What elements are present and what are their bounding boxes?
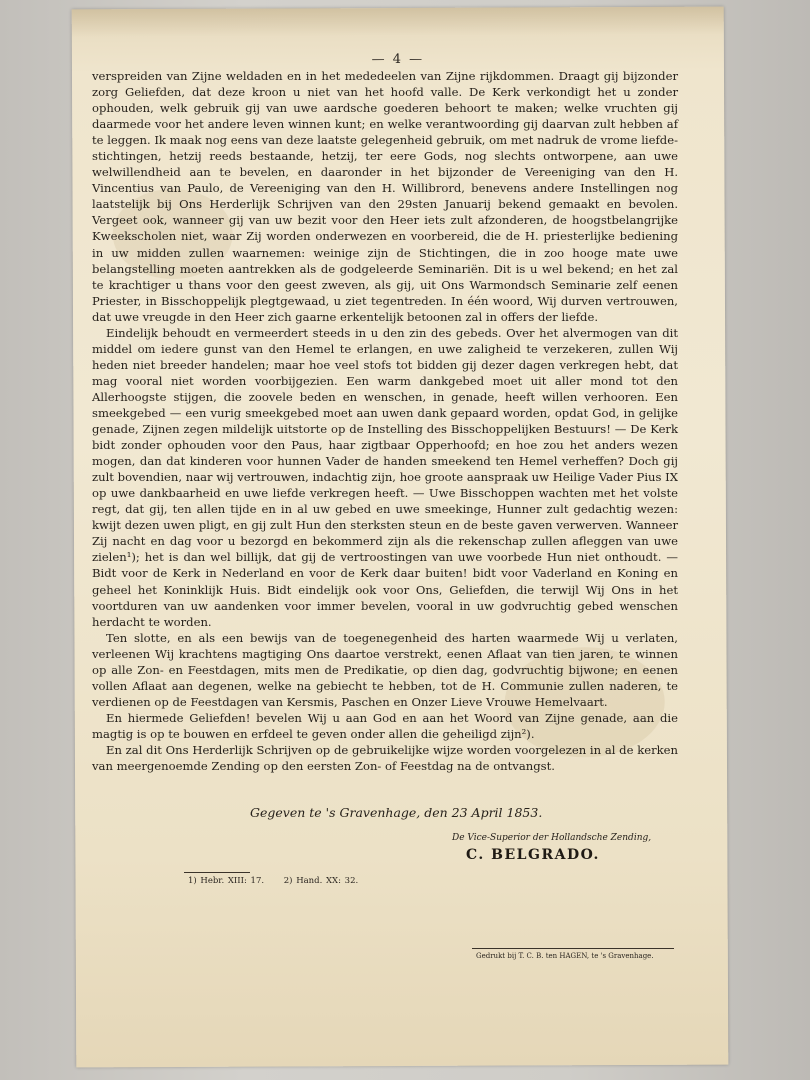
- paragraph: En zal dit Ons Herderlijk Schrijven op de gebruikelijke wijze worden voorgelezen in al de kerken van meergenoemde Zending op den eersten Zon- of Feestdag na de ontvangst.: [92, 742, 678, 774]
- dateline: Gegeven te 's Gravenhage, den 23 April 1853.: [250, 805, 543, 820]
- paragraph: Eindelijk behoudt en vermeerdert steeds in u den zin des gebeds. Over het alvermogen van dit middel om iedere gunst van den Hemel te erlangen, en uwe zaligheid te verzekeren, zullen Wij heden niet breeder handelen; maar hoe veel stofs tot bidden gij dezer dagen verkregen hebt, dat mag vooral niet worden voorbijgezien. Een warm dankgebed moet uit aller mond tot den Allerhoogste stijgen, die zoovele beden en wenschen, in genade, heeft willen verhooren. Een smeekgebed — een vurig smeekgebed moet aan uwen dank gepaard worden, opdat God, in gelijke genade, Zijnen zegen mildelijk uitstorte op de Instelling des Bisschoppelijken Bestuurs! — De Kerk bidt zonder ophouden voor den Paus, haar zigtbaar Opperhoofd; en hoe zou het anders wezen mogen, dan dat kinderen voor hunnen Vader de handen smeekend ten Hemel verheffen? Doch gij zult bovendien, naar wij vertrouwen, indachtig zijn, hoe groote aanspraak uw Heilige Vader Pius IX op uwe dankbaarheid en uwe liefde verkregen heeft. — Uwe Bisschoppen wachten met het volste regt, dat gij, ten allen tijde en in al uw gebed en uwe smeekinge, Hunner zult gedachtig wezen: kwijt dezen uwen pligt, en gij zult Hun den sterksten steun en de beste gaven verwerven. Wanneer Zij nacht en dag voor u bezorgd en bekommerd zijn als die rekenschap zullen afleggen van uwe zielen¹); het is dan wel billijk, dat gij de vertroostingen van uwe voorbede Hun niet onthoudt. — Bidt voor de Kerk in Nederland en voor de Kerk daar buiten! bidt voor Vaderland en Koning en geheel het Koninklijk Huis. Bidt eindelijk ook voor Ons, Geliefden, die terwijl Wij Ons in het voortduren van uw aandenken voor immer bevelen, vooral in uw godvruchtig gebed wenschen herdacht te worden.: [92, 325, 678, 629]
- footnote-2: 2) Hand. XX: 32.: [283, 876, 359, 886]
- paragraph: verspreiden van Zijne weldaden en in het mededeelen van Zijne rijkdommen. Draagt gij bijzonder zorg Geliefden, dat deze kroon u niet van het hoofd valle. De Kerk verkondigt het u zonder ophouden, welk gebruik gij van uwe aardsche goederen behoort te maken; welke vruchten gij daarmede voor het andere leven winnen kunt; en welke verantwoording gij daarvan zult hebben af te leggen. Ik maak nog eens van deze laatste gelegenheid gebruik, om met nadruk de vrome liefde-stichtingen, hetzij reeds bestaande, hetzij, ter eere Gods, nog slechts ontworpene, aan uwe welwillendheid aan te bevelen, en daaronder in het bijzonder de Vereeniging van den H. Vincentius van Paulo, de Vereeniging van den H. Willibrord, benevens andere Instellingen nog laatstelijk bij Ons Herderlijk Schrijven van den 29sten Januarij bekend gemaakt en bevolen. Vergeet ook, wanneer gij van uw bezit voor den Heer iets zult afzonderen, de hoogstbelangrijke Kweekscholen niet, waar Zij worden onderwezen en voorbereid, die de H. priesterlijke bediening in uw midden zullen waarnemen: weinige zijn de Stichtingen, die in zoo hooge mate uwe belangstelling moeten aantrekken als de godgeleerde Seminariën. Dit is u wel bekend; en het zal te krachtiger u thans voor den geest zweven, als gij, uit Ons Warmondsch Seminarie zelf eenen Priester, in Bisschoppelijk plegtgewaad, u ziet tegentreden. In één woord, Wij durven vertrouwen, dat uwe vreugde in den Heer zich gaarne erkentelijk betoonen zal in offers der liefde.: [92, 69, 678, 324]
- paper-fold: [72, 7, 724, 38]
- footnotes: [188, 876, 374, 886]
- paragraph: Ten slotte, en als een bewijs van de toegenegenheid des harten waarmede Wij u verlaten, verleenen Wij krachtens magtiging Ons daartoe verstrekt, eenen Aflaat van tien jaren, te winnen op alle Zon- en Feestdagen, mits men de Predikatie, op dien dag, godvruchtig bijwone; en eenen vollen Aflaat aan degenen, welke na gebiecht te hebben, tot de H. Communie zullen naderen, te verdienen op de Feestdagen van Kersmis, Paschen en Onzer Lieve Vrouwe Hemelvaart.: [92, 630, 678, 709]
- printer-imprint: Gedrukt bij T. C. B. ten HAGEN, te 's Gravenhage.: [476, 952, 654, 960]
- printer-rule: [472, 948, 674, 949]
- letter-body: [92, 68, 678, 774]
- signer-name: C. BELGRADO.: [466, 847, 600, 863]
- footnote-rule: [184, 872, 250, 873]
- paragraph: En hiermede Geliefden! bevelen Wij u aan God en aan het Woord van Zijne genade, aan die magtig is op te bouwen en erfdeel te geven onder allen die geheiligd zijn²).: [92, 710, 678, 741]
- footnote-1: 1) Hebr. XIII: 17.: [188, 876, 265, 886]
- page-number: — 4 —: [371, 51, 425, 68]
- signer-role: De Vice-Superior der Hollandsche Zending,: [452, 833, 652, 843]
